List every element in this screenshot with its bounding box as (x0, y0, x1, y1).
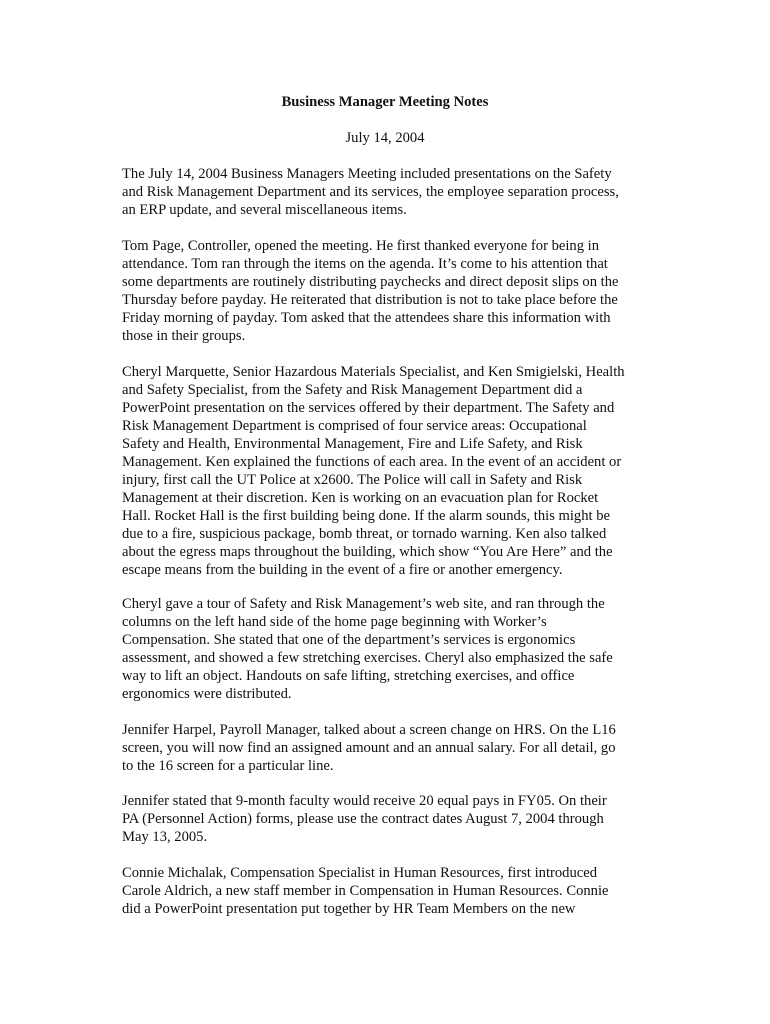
paragraph-line: some departments are routinely distributing paychecks and direct deposit slips on the (122, 274, 619, 290)
paragraph-line: an ERP update, and several miscellaneous items. (122, 202, 407, 218)
paragraph-line: and Safety Specialist, from the Safety and Risk Management Department did a (122, 382, 583, 398)
paragraph-web-site-tour (122, 595, 662, 703)
paragraph-line: escape means from the building in the event of a fire or another emergency. (122, 562, 563, 578)
paragraph-line: Cheryl gave a tour of Safety and Risk Management’s web site, and ran through the (122, 596, 605, 612)
paragraph-compensation (122, 864, 662, 918)
paragraph-line: about the egress maps throughout the building, which show “You Are Here” and the (122, 544, 613, 560)
paragraph-line: Management at their discretion. Ken is working on an evacuation plan for Rocket (122, 490, 599, 506)
paragraph-intro (122, 165, 662, 219)
paragraph-line: PowerPoint presentation on the services offered by their department. The Safety and (122, 400, 615, 416)
document-date: July 14, 2004 (345, 130, 425, 146)
paragraph-line: and Risk Management Department and its services, the employee separation process, (122, 184, 619, 200)
paragraph-line: injury, first call the UT Police at x2600. The Police will call in Safety and Risk (122, 472, 583, 488)
paragraph-line: Carole Aldrich, a new staff member in Compensation in Human Resources. Connie (122, 883, 609, 899)
paragraph-line: ergonomics were distributed. (122, 686, 292, 702)
paragraph-payroll-hrs (122, 721, 662, 775)
paragraph-safety-risk (122, 363, 662, 579)
paragraph-tom-page (122, 237, 662, 345)
paragraph-line: Connie Michalak, Compensation Specialist in Human Resources, first introduced (122, 865, 598, 881)
paragraph-line: Jennifer Harpel, Payroll Manager, talked about a screen change on HRS. On the L16 (122, 722, 616, 738)
paragraph-line: May 13, 2005. (122, 829, 208, 845)
paragraph-faculty-pays (122, 792, 662, 846)
paragraph-line: did a PowerPoint presentation put together by HR Team Members on the new (122, 901, 576, 917)
paragraph-line: columns on the left hand side of the home page beginning with Worker’s (122, 614, 547, 630)
document-title: Business Manager Meeting Notes (281, 94, 489, 110)
paragraph-line: Compensation. She stated that one of the department’s services is ergonomics (122, 632, 576, 648)
paragraph-line: The July 14, 2004 Business Managers Meeting included presentations on the Safety (122, 166, 612, 182)
paragraph-line: to the 16 screen for a particular line. (122, 758, 334, 774)
paragraph-line: attendance. Tom ran through the items on the agenda. It’s come to his attention that (122, 256, 608, 272)
paragraph-line: assessment, and showed a few stretching exercises. Cheryl also emphasized the safe (122, 650, 613, 666)
paragraph-line: those in their groups. (122, 328, 246, 344)
paragraph-line: Risk Management Department is comprised of four service areas: Occupational (122, 418, 587, 434)
paragraph-line: Management. Ken explained the functions of each area. In the event of an accident or (122, 454, 622, 470)
paragraph-line: Friday morning of payday. Tom asked that the attendees share this information with (122, 310, 611, 326)
paragraph-line: due to a fire, suspicious package, bomb threat, or tornado warning. Ken also talked (122, 526, 607, 542)
paragraph-line: Cheryl Marquette, Senior Hazardous Materials Specialist, and Ken Smigielski, Health (122, 364, 625, 380)
paragraph-line: Hall. Rocket Hall is the first building being done. If the alarm sounds, this might be (122, 508, 610, 524)
paragraph-line: screen, you will now find an assigned amount and an annual salary. For all detail, go (122, 740, 616, 756)
paragraph-line: Thursday before payday. He reiterated that distribution is not to take place before the (122, 292, 618, 308)
paragraph-line: Tom Page, Controller, opened the meeting. He first thanked everyone for being in (122, 238, 600, 254)
paragraph-line: PA (Personnel Action) forms, please use the contract dates August 7, 2004 through (122, 811, 604, 827)
paragraph-line: way to lift an object. Handouts on safe lifting, stretching exercises, and office (122, 668, 575, 684)
paragraph-line: Jennifer stated that 9-month faculty would receive 20 equal pays in FY05. On their (122, 793, 607, 809)
paragraph-line: Safety and Health, Environmental Management, Fire and Life Safety, and Risk (122, 436, 583, 452)
